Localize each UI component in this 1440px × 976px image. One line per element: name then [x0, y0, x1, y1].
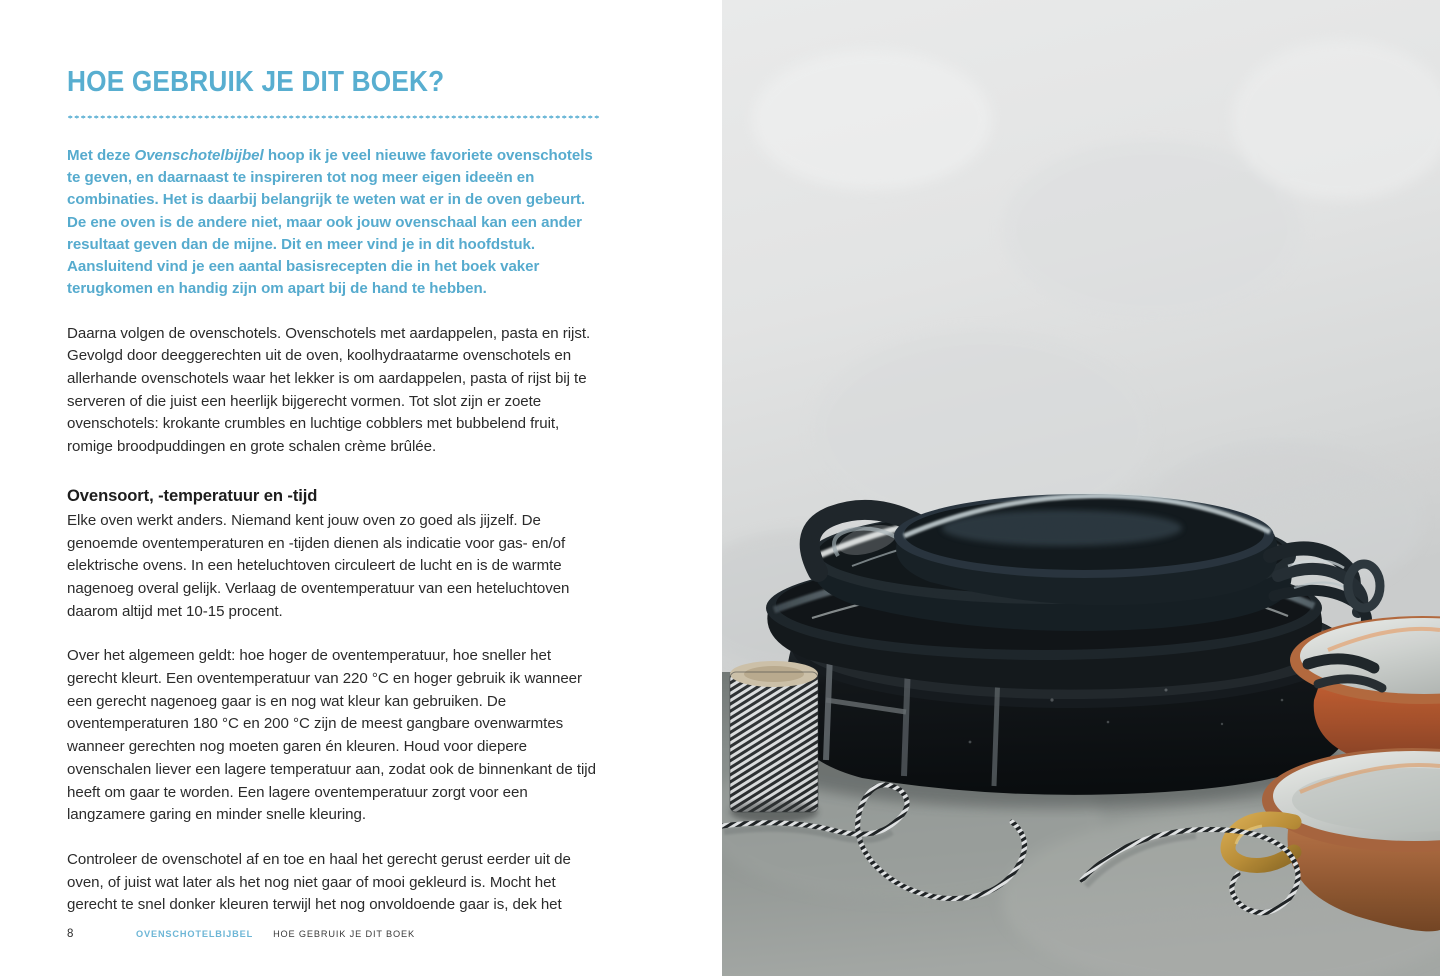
- book-title-italic: Ovenschotelbijbel: [134, 146, 264, 164]
- page-number: 8: [67, 928, 74, 940]
- page-title: HOE GEBRUIK JE DIT BOEK?: [67, 66, 445, 98]
- paragraph-temperatures: Over het algemeen geldt: hoe hoger de oventemperatuur, hoe sneller het gerecht kleurt. Een oventemperatuur van 220 °C en hoger gebruik ik wanneer een gerecht nagenoeg gaar is en nog wat kleur kan gebruiken. De oventemperaturen 180 °C en 200 °C zijn de meest gangbare ovenwarmtes wanneer gerechten nog moeten garen én kleuren. Houd voor diepere ovenschalen liever een lagere temperatuur aan, zodat ook de binnenkant de tijd heeft om gaar te worden. Een lagere oventemperatuur zorgt voor een langzamere garing en minder snelle kleuring.: [67, 647, 596, 824]
- paragraph-monitoring: Controleer de ovenschotel af en toe en haal het gerecht gerust eerder uit de oven, of juist wat later als het nog niet gaar of mooi gekleurd is. Mocht het gerecht te snel donker kleuren terwijl het nog onvoldoende gaar is, dek het: [67, 850, 571, 914]
- dotted-divider: [67, 115, 600, 119]
- page-footer: [67, 928, 415, 940]
- footer-chapter-title: HOE GEBRUIK JE DIT BOEK: [273, 929, 415, 939]
- section-heading-oven: Ovensoort, -temperatuur en -tijd: [67, 485, 318, 505]
- intro-paragraph: [67, 145, 600, 301]
- paragraph-overview: Daarna volgen de ovenschotels. Ovenschotels met aardappelen, pasta en rijst. Gevolgd door deeggerechten uit de oven, koolhydraatarme ovenschotels en allerhande ovenschotels waar het lekker is om aardappelen, pasta of rijst bij te serveren of die juist een heerlijk bijgerecht vormen. Tot slot zijn er zoete ovenschotels: krokante crumbles en luchtige cobblers met bubbelend fruit, romige broodpuddingen en grote schalen crème brûlée.: [67, 324, 591, 456]
- intro-text-after: hoop ik je veel nieuwe favoriete ovenschotels te geven, en daarnaast te inspireren tot nog meer eigen ideeën en combinaties. Het is daarbij belangrijk te weten wat er in de oven gebeurt. De ene oven is de andere niet, maar ook jouw ovenschaal kan een ander resultaat geven dan de mijne. Dit en meer vind je in dit hoofdstuk. Aansluitend vind je een aantal basisrecepten die in het boek vaker terugkomen en handig zijn om apart bij de hand te hebben.: [67, 146, 593, 298]
- photo-page: [722, 0, 1440, 976]
- photo-grain: [722, 0, 1440, 976]
- paragraph-oven-types: Elke oven werkt anders. Niemand kent jouw oven zo goed als jijzelf. De genoemde oventemperaturen en -tijden dienen als indicatie voor gas- en/of elektrische ovens. In een heteluchtoven circuleert de lucht en is de warmte nagenoeg overal gelijk. Verlaag de oventemperatuur van een heteluchtoven daarom altijd met 10-15 procent.: [67, 511, 570, 620]
- page-content: [67, 68, 600, 917]
- intro-text-before: Met deze: [67, 146, 135, 164]
- cookware-still-life-photo: [722, 0, 1440, 976]
- footer-book-title: OVENSCHOTELBIJBEL: [136, 929, 254, 939]
